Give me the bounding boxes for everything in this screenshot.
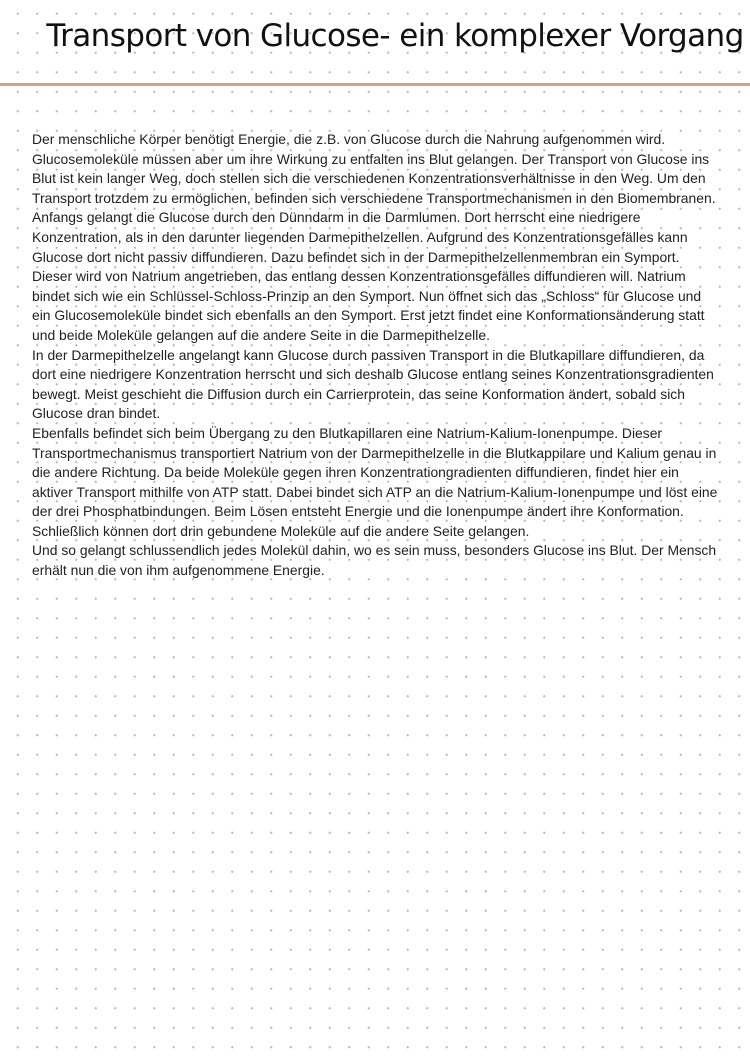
paragraph: Ebenfalls befindet sich beim Übergang zu den Blutkapillaren eine Natrium-Kalium-Ionenpumpe. Dieser Transportmechanismus transportiert Natrium von der Darmepithelzelle in die Blutkappilare und Kalium genau in die andere Richtung. Da beide Moleküle gegen ihren Konzentrationgradienten diffundieren, findet hier ein aktiver Transport mithilfe von ATP statt. Dabei bindet sich ATP an die Natrium-Kalium-Ionenpumpe und löst eine der drei Phosphatbindungen. Beim Lösen entsteht Energie und die Ionenpumpe ändert ihre Konformation. Schließlich können dort drin gebundene Moleküle auf die andere Seite gelangen. <box>32 424 718 539</box>
paragraph: In der Darmepithelzelle angelangt kann Glucose durch passiven Transport in die Blutkapillare diffundieren, da dort eine niedrigere Konzentration herrscht und sich deshalb Glucose entlang seines Konzentrationsgradienten bewegt. Meist geschieht die Diffusion durch ein Carrierprotein, das seine Konformation ändert, sobald sich Glucose dran bindet. <box>32 346 714 422</box>
paragraph: Und so gelangt schlussendlich jedes Molekül dahin, wo es sein muss, besonders Glucose ins Blut. Der Mensch erhält nun die von ihm aufgenommene Energie. <box>32 542 717 579</box>
paragraph: Der menschliche Körper benötigt Energie, die z.B. von Glucose durch die Nahrung aufgenommen wird. Glucosemoleküle müssen aber um ihre Wirkung zu entfalten ins Blut gelangen. Der Transport von Glucose ins Blut ist kein langer Weg, doch stellen sich die verschiedenen Konzentrationsverhältnisse in den Weg. Um den Transport trotzdem zu ermöglichen, befinden sich verschiedene Transportmechanismen in den Biomembranen. Anfangs gelangt die Glucose durch den Dünndarm in die Darmlumen. Dort herrscht eine niedrigere Konzentration, als in den darunter liegenden Darmepithelzellen. Aufgrund des Konzentrationsgefälles kann Glucose dort nicht passiv diffundieren. Dazu befindet sich in der Darmepithelzellenmembran ein Symport. Dieser wird von Natrium angetrieben, das entlang dessen Konzentrationsgefälles diffundieren will. Natrium bindet sich wie ein Schlüssel-Schloss-Prinzip an den Symport. Nun öffnet sich das „Schloss“ für Glucose und ein Glucosemoleküle bindet sich ebenfalls an den Symport. Erst jetzt findet eine Konformationsänderung statt und beide Moleküle gelangen auf die andere Seite in die Darmepithelzelle. <box>32 131 716 343</box>
title-divider <box>0 83 750 86</box>
body-text <box>32 130 722 581</box>
page-title: Transport von Glucose- ein komplexer Vorgang <box>46 18 744 54</box>
